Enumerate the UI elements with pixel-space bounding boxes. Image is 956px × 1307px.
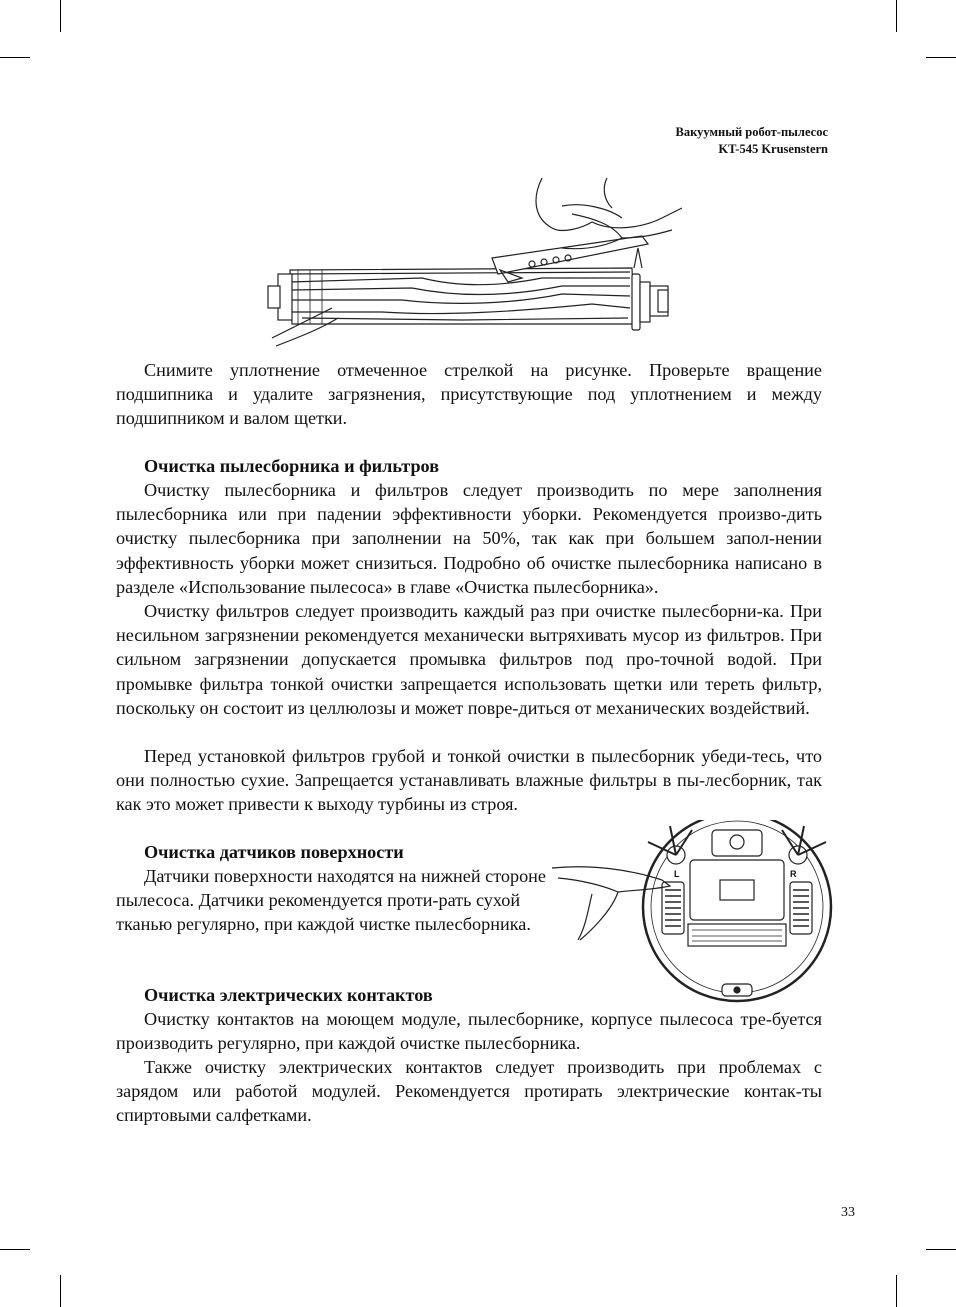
section-title-contacts: Очистка электрических контактов [144, 985, 433, 1005]
robot-label-left: L [674, 869, 680, 879]
running-header [676, 124, 828, 158]
paragraph: Перед установкой фильтров грубой и тонкой очистки в пылесборник убеди-тесь, что они полностью сухие. Запрещается устанавливать влажные фильтры в пы-лесборник, так как это может привести к выходу турбины из строя. [116, 746, 822, 815]
brush-roller-icon [262, 178, 682, 348]
crop-mark [926, 1249, 956, 1250]
crop-mark [0, 1249, 30, 1250]
robot-bottom-icon [552, 820, 842, 1006]
paragraph: Очистку фильтров следует производить каждый раз при очистке пылесборни-ка. При несильном загрязнении рекомендуется механически вытряхивать мусор из фильтров. При сильном загрязнении допускается промывка фильтров под про-точной водой. При промывке фильтра тонкой очистки запрещается использовать щетки или тереть фильтр, поскольку он состоит из целлюлозы и может повре-диться от механических воздействий. [116, 601, 822, 718]
paragraph: Очистку пылесборника и фильтров следует производить по мере заполнения пылесборника или при падении эффективности уборки. Рекомендуется произво-дить очистку пылесборника при заполнении на 50%, так как при большем запол-нении эффективность уборки может снизиться. Подробно об очистке пылесборника написано в разделе «Использование пылесоса» в главе «Очистка пылесборника». [116, 480, 822, 597]
section-title-dustbin: Очистка пылесборника и фильтров [144, 456, 440, 476]
section-title-sensors: Очистка датчиков поверхности [144, 842, 404, 862]
crop-mark [896, 1275, 897, 1307]
crop-mark [60, 1275, 61, 1307]
robot-label-right: R [790, 869, 797, 879]
crop-mark [926, 57, 956, 58]
header-line-1: Вакуумный робот-пылесос [675, 125, 828, 139]
paragraph: Датчики поверхности находятся на нижней стороне пылесоса. Датчики рекомендуется проти-рать сухой тканью регулярно, при каждой чистке пылесборника. [116, 866, 546, 935]
crop-mark [0, 57, 30, 58]
header-line-2: KT-545 Krusenstern [718, 142, 828, 156]
paragraph: Также очистку электрических контактов следует производить при проблемах с зарядом или работой модулей. Рекомендуется протирать электрические контак-ты спиртовыми салфетками. [116, 1057, 822, 1126]
page-number: 33 [841, 1205, 855, 1220]
paragraph: Очистку контактов на моющем модуле, пылесборнике, корпусе пылесоса тре-буется производить регулярно, при каждой очистке пылесборника. [116, 1009, 822, 1054]
crop-mark [896, 0, 897, 32]
crop-mark [60, 0, 61, 32]
intro-paragraph: Снимите уплотнение отмеченное стрелкой на рисунке. Проверьте вращение подшипника и удалите загрязнения, присутствующие под уплотнением и между подшипником и валом щетки. [116, 360, 822, 429]
